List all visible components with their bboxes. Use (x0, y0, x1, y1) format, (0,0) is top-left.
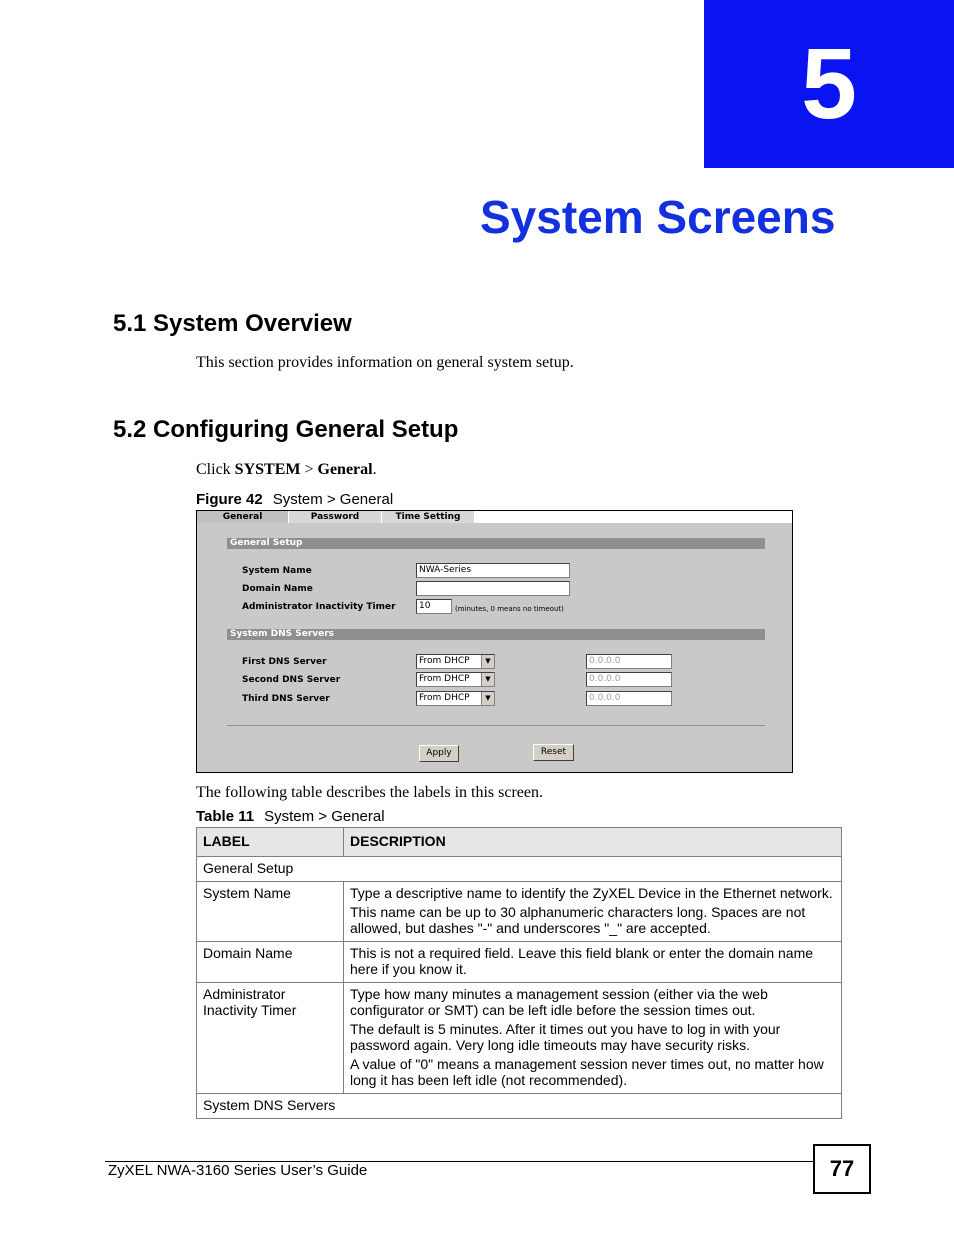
table-intro: The following table describes the labels in this screen. (196, 784, 544, 801)
click-sep: > (300, 461, 318, 478)
tab-general[interactable]: General (197, 511, 289, 523)
general-setup-header: General Setup (227, 538, 765, 549)
overview-paragraph: This section provides information on general system setup. (196, 354, 574, 371)
row-domain-name-label: Domain Name (197, 942, 344, 983)
third-dns-select[interactable] (416, 691, 495, 706)
table-row (197, 942, 842, 983)
table-caption-text: System > General (264, 808, 385, 825)
section-heading-general-setup: 5.2 Configuring General Setup (113, 416, 459, 443)
table-row (197, 882, 842, 942)
section-heading-overview: 5.1 System Overview (113, 310, 352, 337)
reset-button[interactable]: Reset (533, 744, 574, 761)
table-row (197, 857, 842, 882)
click-item: General (317, 461, 373, 478)
tab-password[interactable]: Password (289, 511, 382, 523)
inactivity-timer-input[interactable]: 10 (416, 599, 452, 614)
second-dns-select[interactable] (416, 672, 495, 687)
row-domain-name-desc (344, 942, 842, 983)
chevron-down-icon[interactable]: ▼ (481, 692, 494, 705)
click-prefix: Click (196, 461, 235, 478)
chapter-number-box (704, 0, 954, 168)
apply-button[interactable]: Apply (419, 745, 459, 762)
table-row (197, 983, 842, 1094)
dns-servers-header: System DNS Servers (227, 629, 765, 640)
chapter-title: System Screens (480, 191, 836, 243)
header-description: DESCRIPTION (344, 828, 842, 857)
domain-name-label: Domain Name (242, 584, 313, 594)
desc-paragraph: This name can be up to 30 alphanumeric characters long. Spaces are not allowed, but dashes "-" and underscores "_" are accepted. (350, 904, 806, 936)
row-system-name-desc (344, 882, 842, 942)
table-row (197, 1094, 842, 1119)
third-dns-ip-input[interactable]: 0.0.0.0 (586, 691, 672, 706)
desc-paragraph: The default is 5 minutes. After it times out you have to log in with your password again. Very long idle timeouts may have security risks. (350, 1021, 781, 1053)
inactivity-timer-note: (minutes, 0 means no timeout) (455, 605, 564, 613)
form-divider (227, 725, 765, 726)
tab-strip-filler (475, 511, 792, 523)
click-suffix: . (372, 461, 377, 478)
third-dns-select-value: From DHCP (419, 693, 470, 703)
figure-caption-text: System > General (272, 491, 394, 508)
click-menu: SYSTEM (234, 461, 301, 478)
chapter-number: 5 (801, 27, 857, 140)
header-label: LABEL (197, 828, 344, 857)
click-instruction (196, 461, 377, 479)
first-dns-select-value: From DHCP (419, 656, 470, 666)
tab-bar (197, 511, 475, 524)
system-name-input[interactable]: NWA-Series (416, 563, 570, 578)
second-dns-select-value: From DHCP (419, 674, 470, 684)
row-timer-label: Administrator Inactivity Timer (197, 983, 344, 1094)
table-header-row (197, 828, 842, 857)
row-general-setup: General Setup (197, 857, 842, 882)
figure-caption (196, 491, 393, 508)
figure-label: Figure 42 (196, 491, 263, 508)
inactivity-timer-label: Administrator Inactivity Timer (242, 602, 396, 612)
desc-paragraph: A value of "0" means a management session never times out, no matter how long it has been left idle (not recommended). (350, 1056, 824, 1088)
desc-paragraph: Type a descriptive name to identify the ZyXEL Device in the Ethernet network. (350, 885, 833, 901)
chevron-down-icon[interactable]: ▼ (481, 655, 494, 668)
desc-paragraph: This is not a required field. Leave this field blank or enter the domain name here if you know it. (350, 945, 814, 977)
row-dns-servers: System DNS Servers (197, 1094, 842, 1119)
second-dns-ip-input[interactable]: 0.0.0.0 (586, 672, 672, 687)
row-timer-desc (344, 983, 842, 1094)
chevron-down-icon[interactable]: ▼ (481, 673, 494, 686)
system-name-label: System Name (242, 566, 312, 576)
first-dns-select[interactable] (416, 654, 495, 669)
domain-name-input[interactable] (416, 581, 570, 596)
tab-time-setting[interactable]: Time Setting (382, 511, 475, 523)
first-dns-label: First DNS Server (242, 657, 327, 667)
table-label: Table 11 (196, 808, 255, 825)
page-number: 77 (813, 1144, 871, 1194)
footer-guide-title: ZyXEL NWA-3160 Series User’s Guide (108, 1162, 368, 1179)
first-dns-ip-input[interactable]: 0.0.0.0 (586, 654, 672, 669)
system-general-screenshot (196, 510, 793, 773)
third-dns-label: Third DNS Server (242, 694, 330, 704)
row-system-name-label: System Name (197, 882, 344, 942)
table-caption (196, 808, 385, 825)
label-description-table (196, 827, 842, 1119)
desc-paragraph: Type how many minutes a management session (either via the web configurator or SMT) can be left idle before the session times out. (350, 986, 768, 1018)
second-dns-label: Second DNS Server (242, 675, 341, 685)
